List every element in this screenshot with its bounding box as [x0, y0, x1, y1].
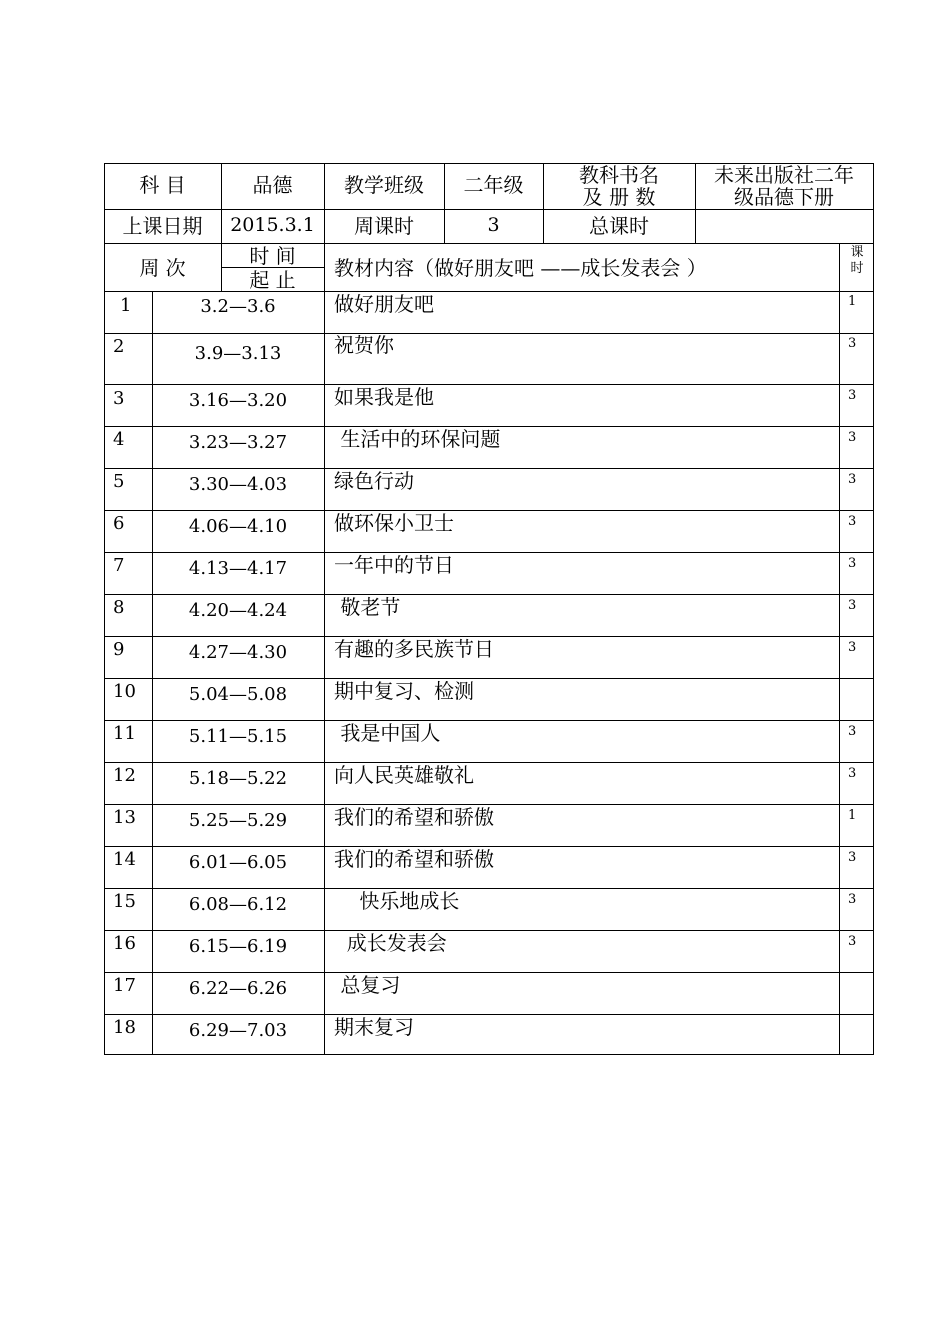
column-header-time-line1: 时 间 — [249, 244, 296, 268]
week-number: 13 — [113, 807, 136, 828]
week-dates: 5.11—5.15 — [188, 726, 288, 747]
week-number: 2 — [113, 336, 125, 357]
week-dates: 3.9—3.13 — [194, 343, 282, 364]
week-number: 12 — [113, 765, 136, 786]
column-header-week: 周 次 — [139, 256, 186, 280]
subject-value: 品德 — [252, 173, 293, 197]
weekly-hours-value: 3 — [487, 214, 500, 236]
lesson-content: 绿色行动 — [334, 469, 414, 493]
column-header-content: 教材内容（做好朋友吧 ——成长发表会 ） — [334, 256, 707, 280]
lesson-content: 生活中的环保问题 — [334, 427, 501, 451]
week-dates: 3.23—3.27 — [188, 432, 288, 453]
week-dates: 5.04—5.08 — [188, 684, 288, 705]
lesson-content: 向人民英雄敬礼 — [334, 763, 474, 787]
lesson-hours: 3 — [848, 766, 857, 781]
week-dates: 4.06—4.10 — [188, 516, 288, 537]
start-date-value: 2015.3.1 — [230, 214, 315, 236]
weekly-hours-label: 周课时 — [354, 214, 414, 238]
week-dates: 3.16—3.20 — [188, 390, 288, 411]
week-number: 14 — [113, 849, 136, 870]
week-number: 8 — [113, 597, 125, 618]
lesson-hours: 3 — [848, 336, 857, 351]
week-dates: 6.15—6.19 — [188, 936, 288, 957]
lesson-content: 如果我是他 — [334, 385, 434, 409]
lesson-hours: 3 — [848, 640, 857, 655]
week-number: 6 — [113, 513, 125, 534]
lesson-hours: 1 — [848, 294, 857, 309]
week-dates: 4.13—4.17 — [188, 558, 288, 579]
lesson-content: 做好朋友吧 — [334, 292, 434, 316]
subject-label: 科 目 — [139, 173, 186, 197]
week-number: 17 — [113, 975, 136, 996]
lesson-content: 我们的希望和骄傲 — [334, 805, 494, 829]
textbook-value-line1: 未来出版社二年 — [714, 163, 854, 187]
lesson-hours: 3 — [848, 514, 857, 529]
textbook-label-line2: 及 册 数 — [582, 185, 656, 209]
week-dates: 3.30—4.03 — [188, 474, 288, 495]
lesson-hours: 3 — [848, 472, 857, 487]
lesson-content: 总复习 — [334, 973, 401, 997]
start-date-label: 上课日期 — [122, 214, 203, 238]
week-number: 10 — [113, 681, 136, 702]
lesson-hours: 3 — [848, 598, 857, 613]
week-dates: 5.25—5.29 — [188, 810, 288, 831]
class-label: 教学班级 — [344, 173, 424, 197]
week-number: 3 — [113, 388, 125, 409]
week-dates: 3.2—3.6 — [200, 296, 276, 317]
week-number: 15 — [113, 891, 136, 912]
week-number: 16 — [113, 933, 136, 954]
week-dates: 5.18—5.22 — [188, 768, 288, 789]
lesson-content: 有趣的多民族节日 — [334, 637, 494, 661]
week-number: 1 — [120, 295, 132, 316]
lesson-hours: 3 — [848, 892, 857, 907]
column-header-hours-line2: 时 — [850, 261, 864, 276]
lesson-content: 成长发表会 — [334, 931, 447, 955]
lesson-content: 快乐地成长 — [334, 889, 460, 913]
week-number: 9 — [113, 639, 125, 660]
lesson-content: 期中复习、检测 — [334, 679, 474, 703]
lesson-content: 我们的希望和骄傲 — [334, 847, 494, 871]
lesson-content: 祝贺你 — [334, 333, 394, 357]
lesson-content: 期末复习 — [334, 1015, 414, 1039]
lesson-content: 一年中的节日 — [334, 553, 454, 577]
column-header-time-line2: 起 止 — [249, 268, 296, 292]
lesson-content: 我是中国人 — [334, 721, 441, 745]
class-value: 二年级 — [463, 173, 524, 197]
textbook-value-line2: 级品德下册 — [734, 185, 834, 209]
lesson-hours: 3 — [848, 556, 857, 571]
week-dates: 4.20—4.24 — [188, 600, 288, 621]
week-dates: 6.01—6.05 — [188, 852, 288, 873]
week-number: 11 — [113, 723, 136, 744]
week-number: 18 — [113, 1017, 136, 1038]
lesson-hours: 1 — [848, 808, 857, 823]
lesson-content: 敬老节 — [334, 595, 401, 619]
week-dates: 4.27—4.30 — [188, 642, 288, 663]
column-header-hours-line1: 课 — [850, 245, 864, 260]
lesson-content: 做环保小卫士 — [334, 511, 454, 535]
textbook-label-line1: 教科书名 — [579, 163, 659, 187]
week-dates: 6.22—6.26 — [188, 978, 288, 999]
lesson-hours: 3 — [848, 850, 857, 865]
lesson-hours: 3 — [848, 934, 857, 949]
lesson-hours: 3 — [848, 724, 857, 739]
week-number: 7 — [113, 555, 125, 576]
week-number: 4 — [113, 429, 125, 450]
week-dates: 6.08—6.12 — [188, 894, 288, 915]
week-number: 5 — [113, 471, 125, 492]
lesson-hours: 3 — [848, 430, 857, 445]
week-dates: 6.29—7.03 — [188, 1020, 288, 1041]
lesson-hours: 3 — [848, 388, 857, 403]
total-hours-label: 总课时 — [589, 214, 649, 238]
